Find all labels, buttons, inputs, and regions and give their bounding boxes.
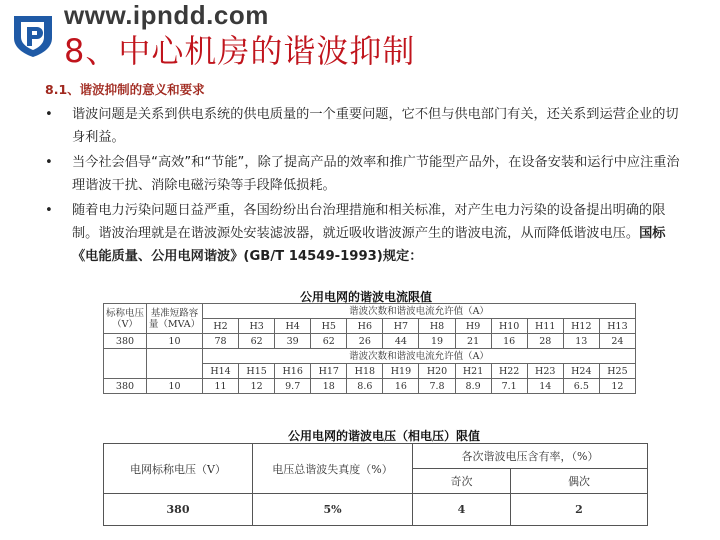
group-header: 谐波次数和谐波电流允许值（A） (203, 349, 636, 364)
harmonic-order-header: H19 (383, 364, 419, 379)
cell: 19 (419, 334, 455, 349)
cell: 2 (511, 494, 648, 526)
harmonic-order-header: H5 (311, 319, 347, 334)
cell: 16 (491, 334, 527, 349)
cell: 8.9 (455, 379, 491, 394)
page-title: 8、中心机房的谐波抑制 (64, 32, 416, 70)
cell: 10 (147, 379, 203, 394)
cell: 9.7 (275, 379, 311, 394)
harmonic-order-header: H20 (419, 364, 455, 379)
header-odd: 奇次 (413, 469, 511, 494)
header-capacity: 基准短路容量（MVA） (147, 304, 203, 334)
header-voltage: 标称电压（V） (104, 304, 147, 334)
cell: 13 (563, 334, 599, 349)
cell: 39 (275, 334, 311, 349)
harmonic-order-header: H3 (239, 319, 275, 334)
harmonic-order-header: H6 (347, 319, 383, 334)
cell (147, 349, 203, 379)
bullet-list (45, 103, 685, 270)
bullet-text: 谐波问题是关系到供电系统的供电质量的一个重要问题，它不但与供电部门有关，还关系到运营企业的切身利益。 (72, 107, 679, 145)
header-thd: 电压总谐波失真度（%） (253, 444, 413, 494)
cell: 380 (104, 334, 147, 349)
cell: 62 (239, 334, 275, 349)
header-voltage: 电网标称电压（V） (104, 444, 253, 494)
harmonic-order-header: H14 (203, 364, 239, 379)
cell: 8.6 (347, 379, 383, 394)
bullet-text: 当今社会倡导“高效”和“节能”，除了提高产品的效率和推广节能型产品外，在设备安装和运行中应注重治理谐波干扰、消除电磁污染等手段降低损耗。 (72, 155, 680, 193)
header-even: 偶次 (511, 469, 648, 494)
harmonic-order-header: H10 (491, 319, 527, 334)
list-item: • 随着电力污染问题日益严重，各国纷纷出台治理措施和相关标准，对产生电力污染的设备提出明确的限制。谐波治理就是在谐波源处安装滤波器，就近吸收谐波源产生的谐波电流，从而降低谐波电压。国标《电能质量、公用电网谐波》(GB/T 14549-1993)规定： (45, 203, 666, 264)
list-item: • 当今社会倡导“高效”和“节能”，除了提高产品的效率和推广节能型产品外，在设备安装和运行中应注重治理谐波干扰、消除电磁污染等手段降低损耗。 (45, 151, 685, 197)
logo-shield-icon (10, 12, 56, 58)
cell: 5% (253, 494, 413, 526)
standard-reference: 国标《电能质量、公用电网谐波》(GB/T 14549-1993)规定： (72, 226, 666, 264)
cell: 21 (455, 334, 491, 349)
cell: 44 (383, 334, 419, 349)
harmonic-order-header: H15 (239, 364, 275, 379)
harmonic-order-header: H24 (563, 364, 599, 379)
harmonic-order-header: H2 (203, 319, 239, 334)
harmonic-order-header: H4 (275, 319, 311, 334)
table2-title: 公用电网的谐波电压（相电压）限值 (288, 429, 481, 443)
cell: 380 (104, 494, 253, 526)
group-header: 谐波次数和谐波电流允许值（A） (203, 304, 636, 319)
harmonic-order-header: H11 (527, 319, 563, 334)
cell: 24 (599, 334, 635, 349)
cell: 7.1 (491, 379, 527, 394)
cell (104, 349, 147, 379)
cell: 12 (239, 379, 275, 394)
harmonic-order-header: H23 (527, 364, 563, 379)
harmonic-voltage-table (103, 443, 648, 526)
harmonic-current-table (103, 303, 636, 394)
cell: 12 (599, 379, 635, 394)
harmonic-order-header: H16 (275, 364, 311, 379)
cell: 380 (104, 379, 147, 394)
cell: 10 (147, 334, 203, 349)
bullet-text: 随着电力污染问题日益严重，各国纷纷出台治理措施和相关标准，对产生电力污染的设备提出明确的限制。谐波治理就是在谐波源处安装滤波器，就近吸收谐波源产生的谐波电流，从而降低谐波电压。 (72, 203, 666, 241)
harmonic-order-header: H22 (491, 364, 527, 379)
watermark-url: www.ipndd.com (64, 0, 269, 30)
table1-title: 公用电网的谐波电流限值 (300, 290, 433, 304)
cell: 7.8 (419, 379, 455, 394)
cell: 78 (203, 334, 239, 349)
group-header: 各次谐波电压含有率，（%） (413, 444, 648, 469)
harmonic-order-header: H12 (563, 319, 599, 334)
harmonic-order-header: H8 (419, 319, 455, 334)
cell: 6.5 (563, 379, 599, 394)
list-item: • 谐波问题是关系到供电系统的供电质量的一个重要问题，它不但与供电部门有关，还关系到运营企业的切身利益。 (45, 103, 685, 149)
cell: 16 (383, 379, 419, 394)
harmonic-order-header: H25 (599, 364, 635, 379)
section-heading: 8.1、谐波抑制的意义和要求 (45, 82, 205, 97)
cell: 4 (413, 494, 511, 526)
harmonic-order-header: H17 (311, 364, 347, 379)
cell: 62 (311, 334, 347, 349)
cell: 28 (527, 334, 563, 349)
harmonic-order-header: H7 (383, 319, 419, 334)
harmonic-order-header: H13 (599, 319, 635, 334)
cell: 18 (311, 379, 347, 394)
harmonic-order-header: H9 (455, 319, 491, 334)
harmonic-order-header: H21 (455, 364, 491, 379)
cell: 11 (203, 379, 239, 394)
harmonic-order-header: H18 (347, 364, 383, 379)
cell: 26 (347, 334, 383, 349)
cell: 14 (527, 379, 563, 394)
